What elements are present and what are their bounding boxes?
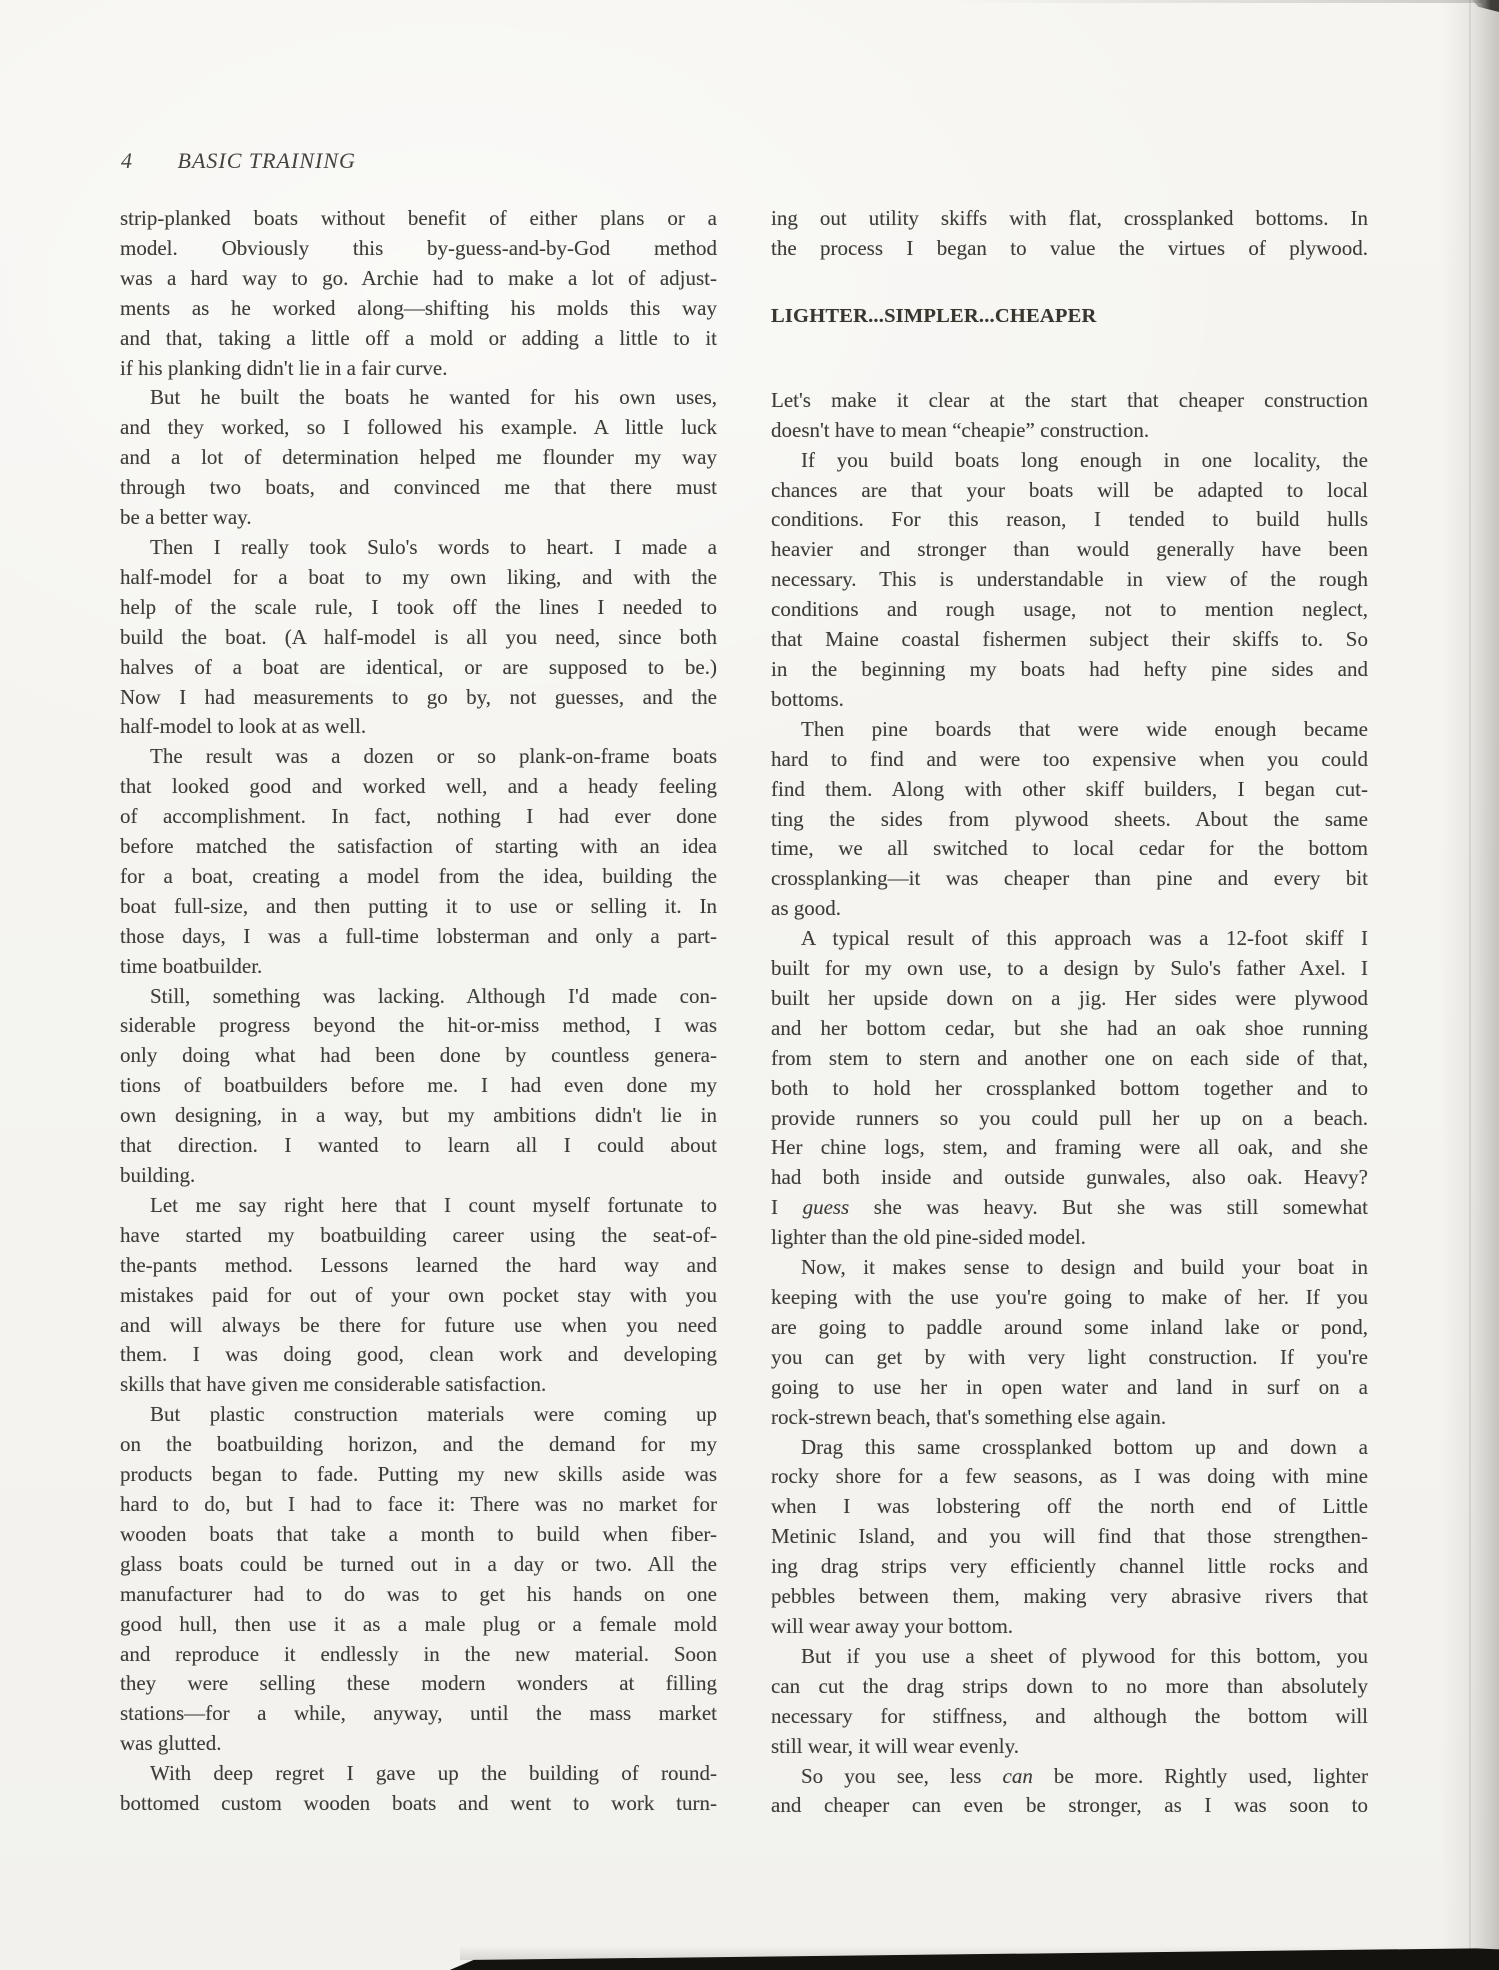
text-line: and her bottom cedar, but she had an oak shoe running: [771, 1015, 1368, 1040]
text-line: With deep regret I gave up the building of round-: [150, 1761, 717, 1786]
text-line: good hull, then use it as a male plug or a female mold: [120, 1611, 717, 1636]
text-line: for a boat, creating a model from the idea, building the: [120, 863, 717, 888]
text-line: building.: [120, 1163, 196, 1187]
text-line: ing drag strips very efficiently channel little rocks and: [771, 1554, 1368, 1579]
text-line: built her upside down on a jig. Her sides were plywood: [771, 985, 1368, 1010]
text-line: But plastic construction materials were coming up: [150, 1402, 717, 1427]
text-line: products began to fade. Putting my new skills aside was: [120, 1462, 717, 1487]
running-title: BASIC TRAINING: [177, 148, 356, 173]
text-line: half-model for a boat to my own liking, and with the: [120, 564, 717, 589]
text-line: A typical result of this approach was a 12-foot skiff I: [801, 926, 1368, 951]
page-number: 4: [121, 148, 133, 173]
paragraph: [771, 1253, 1368, 1432]
text-line: if his planking didn't lie in a fair curve.: [120, 355, 448, 380]
text-line: glass boats could be turned out in a day or two. All the: [120, 1551, 717, 1576]
text-line: stations—for a while, anyway, until the mass market: [120, 1701, 717, 1726]
paragraph: [771, 446, 1368, 715]
paragraph: [120, 383, 717, 533]
text-line: both to hold her crossplanked bottom together and to: [771, 1075, 1368, 1100]
left-column: [120, 204, 717, 1819]
text-line: hard to find and were too expensive when you could: [771, 746, 1368, 771]
page-edge-seam: [1469, 0, 1471, 1970]
text-line: from stem to stern and another one on each side of that,: [771, 1045, 1368, 1070]
paragraph: [771, 1642, 1368, 1762]
text-line: Now, it makes sense to design and build your boat in: [801, 1255, 1368, 1280]
text-line: Still, something was lacking. Although I'd made con-: [150, 983, 717, 1008]
text-line: will wear away your bottom.: [771, 1613, 1014, 1638]
text-line: halves of a boat are identical, or are supposed to be.): [120, 654, 717, 679]
text-line: tions of boatbuilders before me. I had even done my: [120, 1073, 717, 1098]
text-line: find them. Along with other skiff builders, I began cut-: [771, 776, 1368, 801]
right-column: [771, 204, 1368, 1821]
text-line: and will always be there for future use when you need: [120, 1312, 717, 1337]
paragraph: [120, 982, 717, 1191]
text-line: have started my boatbuilding career using the seat-of-: [120, 1222, 717, 1247]
text-line: was glutted.: [120, 1731, 222, 1756]
text-line: Then pine boards that were wide enough became: [801, 716, 1368, 741]
text-line: boat full-size, and then putting it to use or selling it. In: [120, 893, 717, 918]
text-line: rock-strewn beach, that's something else again.: [771, 1404, 1167, 1429]
text-line: them. I was doing good, clean work and developing: [120, 1342, 717, 1367]
text-line: going to use her in open water and land in surf on a: [771, 1374, 1368, 1399]
text-line: doesn't have to mean “cheapie” construction.: [771, 417, 1150, 442]
text-line: keeping with the use you're going to make of her. If you: [771, 1285, 1368, 1309]
text-line: ing out utility skiffs with flat, crossplanked bottoms. In: [771, 206, 1368, 230]
text-line: half-model to look at as well.: [120, 714, 367, 739]
text-line: was a hard way to go. Archie had to make a lot of adjust-: [120, 265, 717, 290]
paragraph: [120, 1400, 717, 1759]
text-line: mistakes paid for out of your own pocket stay with you: [120, 1282, 717, 1307]
text-line: strip-planked boats without benefit of either plans or a: [120, 206, 717, 230]
text-line: and cheaper can even be stronger, as I was soon to: [771, 1793, 1368, 1818]
text-line: Drag this same crossplanked bottom up and down a: [801, 1434, 1368, 1459]
section-heading: LIGHTER...SIMPLER...CHEAPER: [771, 304, 1097, 327]
text-line: heavier and stronger than would generally have been: [771, 537, 1368, 562]
text-line: build the boat. (A half-model is all you need, since both: [120, 624, 717, 649]
paragraph: [771, 1762, 1368, 1822]
text-line: that direction. I wanted to learn all I could about: [120, 1133, 717, 1158]
text-line: still wear, it will wear evenly.: [771, 1733, 1019, 1758]
text-line: the-pants method. Lessons learned the hard way and: [120, 1252, 717, 1277]
text-line: be a better way.: [120, 505, 252, 530]
text-line: are going to paddle around some inland lake or pond,: [771, 1314, 1368, 1339]
paragraph: [771, 1433, 1368, 1642]
text-line: Metinic Island, and you will find that those strengthen-: [771, 1524, 1368, 1549]
text-line: Let's make it clear at the start that cheaper construction: [771, 387, 1368, 412]
paragraph: [120, 1759, 717, 1819]
text-line: as good.: [771, 896, 841, 921]
text-line: necessary. This is understandable in view of the rough: [771, 567, 1368, 592]
text-line: Then I really took Sulo's words to heart. I made a: [150, 534, 717, 559]
paragraph: [120, 1191, 717, 1400]
text-line: necessary for stiffness, and although the bottom will: [771, 1703, 1368, 1728]
text-line: model. Obviously this by-guess-and-by-God method: [120, 235, 717, 260]
text-line: of accomplishment. In fact, nothing I had ever done: [120, 804, 717, 829]
text-line: chances are that your boats will be adapted to local: [771, 477, 1368, 502]
text-line: conditions and rough usage, not to mention neglect,: [771, 597, 1368, 622]
text-line: only doing what had been done by countless genera-: [120, 1043, 717, 1068]
paragraph: [771, 924, 1368, 1253]
text-line: time boatbuilder.: [120, 953, 263, 978]
text-line: pebbles between them, making very abrasive rivers that: [771, 1584, 1368, 1609]
text-line: had both inside and outside gunwales, also oak. Heavy?: [771, 1165, 1368, 1190]
text-line: hard to do, but I had to face it: There was no market for: [120, 1491, 717, 1516]
text-line: Now I had measurements to go by, not guesses, and the: [120, 684, 717, 709]
text-line: I guess she was heavy. But she was still somewhat: [771, 1195, 1368, 1220]
text-line: rocky shore for a few seasons, as I was doing with mine: [771, 1464, 1368, 1489]
paragraph: [120, 742, 717, 981]
text-line: can cut the drag strips down to no more than absolutely: [771, 1673, 1368, 1698]
text-line: help of the scale rule, I took off the lines I needed to: [120, 594, 717, 619]
scan-top-edge: [950, 0, 1483, 3]
text-line: and reproduce it endlessly in the new material. Soon: [120, 1641, 717, 1666]
text-line: they were selling these modern wonders at filling: [120, 1671, 717, 1696]
text-line: skills that have given me considerable satisfaction.: [120, 1372, 547, 1397]
text-line: and that, taking a little off a mold or adding a little to it: [120, 325, 717, 350]
text-line: manufacturer had to do was to get his hands on one: [120, 1581, 717, 1606]
text-line: that Maine coastal fishermen subject their skiffs to. So: [771, 627, 1368, 652]
text-line: Her chine logs, stem, and framing were all oak, and she: [771, 1135, 1368, 1160]
text-line: So you see, less can be more. Rightly used, lighter: [801, 1763, 1368, 1788]
text-line: those days, I was a full-time lobsterman and only a part-: [120, 923, 717, 948]
text-line: Let me say right here that I count myself fortunate to: [150, 1192, 717, 1217]
text-line: conditions. For this reason, I tended to build hulls: [771, 507, 1368, 532]
text-line: bottomed custom wooden boats and went to work turn-: [120, 1791, 717, 1816]
text-line: own designing, in a way, but my ambitions didn't lie in: [120, 1103, 717, 1128]
text-line: siderable progress beyond the hit-or-miss method, I was: [120, 1013, 717, 1038]
text-line: bottoms.: [771, 686, 844, 711]
text-line: But if you use a sheet of plywood for this bottom, you: [801, 1643, 1368, 1668]
text-line: built for my own use, to a design by Sulo's father Axel. I: [771, 956, 1368, 981]
text-line: But he built the boats he wanted for his own uses,: [150, 385, 717, 410]
text-line: If you build boats long enough in one locality, the: [801, 447, 1368, 472]
paragraph: [771, 386, 1368, 446]
text-line: on the boatbuilding horizon, and the demand for my: [120, 1432, 717, 1457]
text-line: before matched the satisfaction of starting with an idea: [120, 834, 717, 859]
text-line: crossplanking—it was cheaper than pine and every bit: [771, 866, 1368, 891]
paragraph: [120, 533, 717, 742]
text-line: time, we all switched to local cedar for the bottom: [771, 836, 1368, 861]
text-line: in the beginning my boats had hefty pine sides and: [771, 656, 1368, 681]
text-line: through two boats, and convinced me that there must: [120, 475, 717, 500]
text-line: when I was lobstering off the north end of Little: [771, 1494, 1368, 1519]
text-line: ting the sides from plywood sheets. About the same: [771, 806, 1368, 831]
text-line: lighter than the old pine-sided model.: [771, 1225, 1086, 1250]
text-line: and they worked, so I followed his example. A little luck: [120, 415, 717, 440]
paragraph: [771, 715, 1368, 924]
running-header: [121, 148, 356, 174]
paragraph: [120, 204, 717, 383]
text-line: and a lot of determination helped me flounder my way: [120, 445, 717, 470]
paragraph: [771, 204, 1368, 264]
text-line: The result was a dozen or so plank-on-frame boats: [150, 744, 717, 769]
text-line: ments as he worked along—shifting his molds this way: [120, 295, 717, 320]
text-line: wooden boats that take a month to build when fiber-: [120, 1521, 717, 1546]
text-line: provide runners so you could pull her up on a beach.: [771, 1105, 1368, 1130]
text-line: the process I began to value the virtues of plywood.: [771, 235, 1368, 260]
text-line: you can get by with very light construction. If you're: [771, 1344, 1368, 1369]
text-line: that looked good and worked well, and a heady feeling: [120, 774, 717, 799]
